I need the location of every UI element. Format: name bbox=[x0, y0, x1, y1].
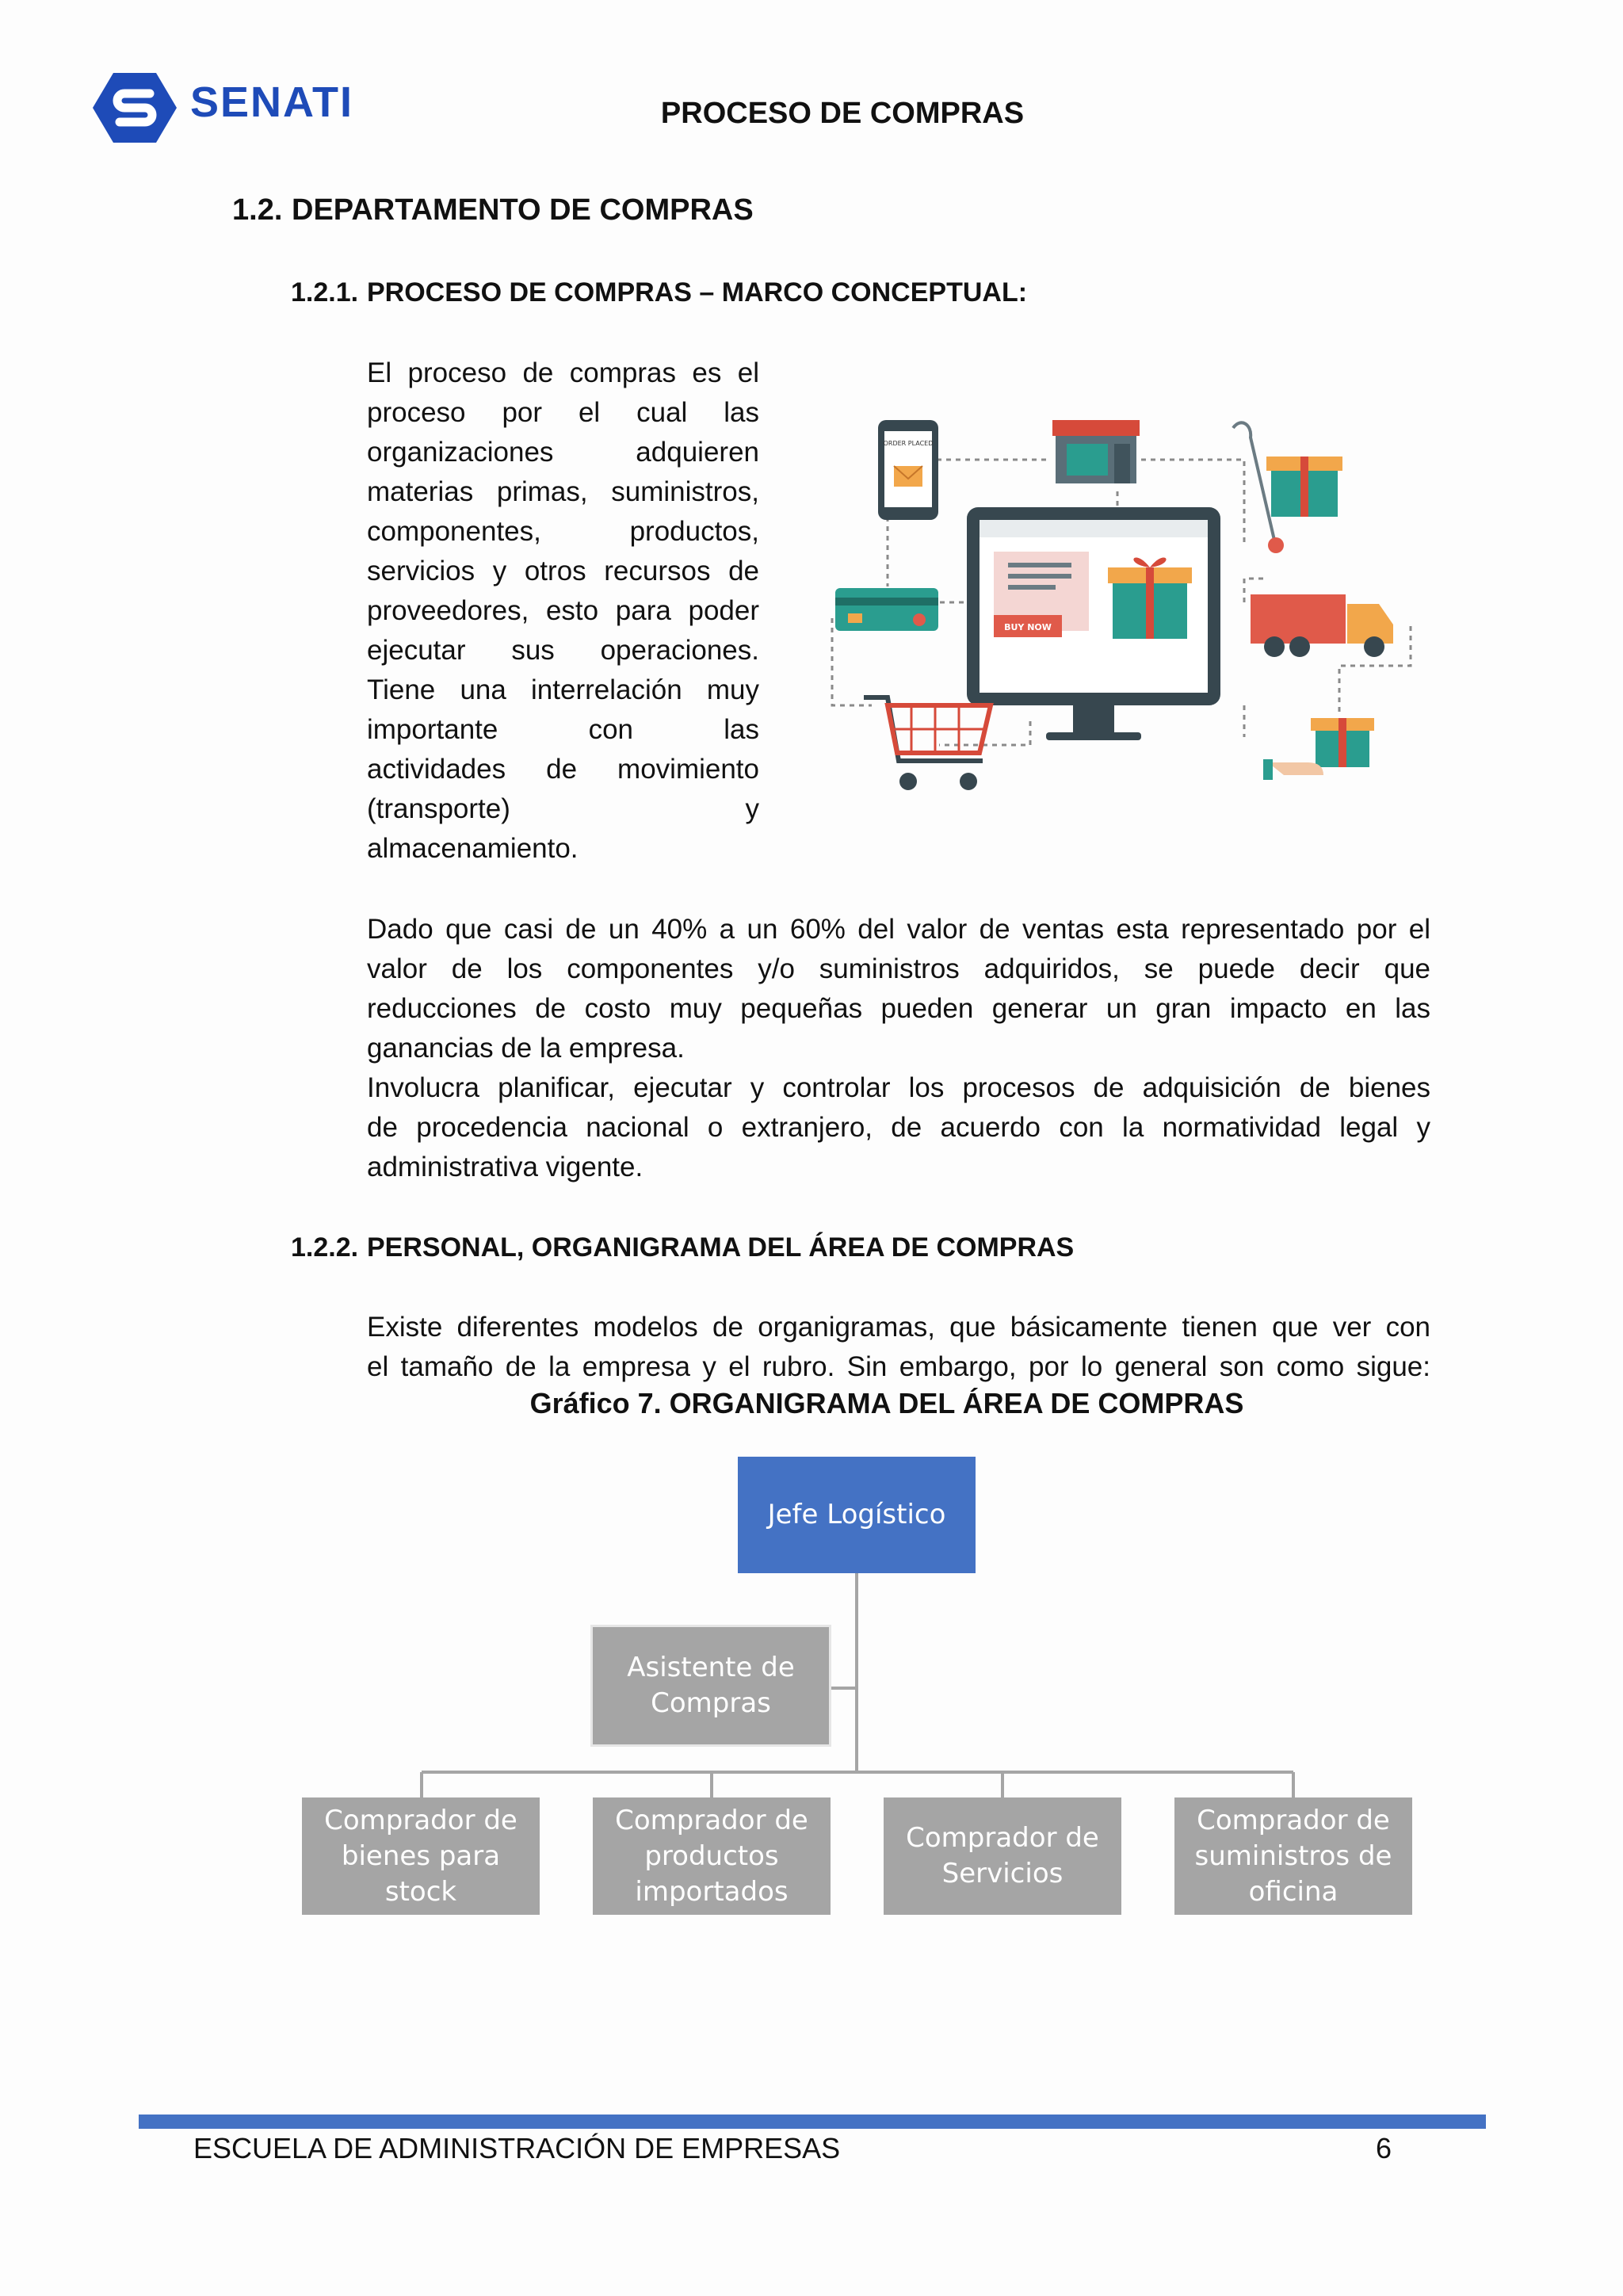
text-line: Tiene una interrelación muy bbox=[367, 674, 759, 705]
text-line: Existe diferentes modelos de organigramas, que básicamente tienen que ver con bbox=[367, 1312, 1430, 1343]
document-title: PROCESO DE COMPRAS bbox=[660, 97, 1025, 130]
text-line: administrativa vigente. bbox=[367, 1152, 643, 1182]
org-node-comprador-productos-importados bbox=[593, 1797, 831, 1915]
org-node-label-line: Comprador de bbox=[1197, 1804, 1390, 1836]
org-node-label-line: Asistente de bbox=[627, 1652, 795, 1683]
org-node-label-line: importados bbox=[635, 1875, 789, 1908]
org-node-label-line: Comprador de bbox=[615, 1804, 808, 1836]
footer-bar bbox=[139, 2115, 1486, 2129]
footer-school-name: ESCUELA DE ADMINISTRACIÓN DE EMPRESAS bbox=[193, 2132, 841, 2164]
text-line: materias primas, suministros, bbox=[367, 476, 759, 507]
subsection-title: PROCESO DE COMPRAS – MARCO CONCEPTUAL: bbox=[367, 277, 1028, 308]
org-node-label: Jefe Logístico bbox=[767, 1499, 946, 1530]
figure-caption: Gráfico 7. ORGANIGRAMA DEL ÁREA DE COMPRAS bbox=[529, 1387, 1244, 1419]
org-node-comprador-suministros-oficina bbox=[1174, 1797, 1412, 1915]
subsection-title: PERSONAL, ORGANIGRAMA DEL ÁREA DE COMPRAS bbox=[367, 1232, 1075, 1263]
section-title: DEPARTAMENTO DE COMPRAS bbox=[292, 193, 754, 227]
org-node-label-line: bienes para stock bbox=[341, 1839, 501, 1908]
text-line: valor de los componentes y/o suministros adquiridos, se puede decir que bbox=[367, 953, 1430, 984]
page-number: 6 bbox=[1376, 2132, 1392, 2164]
text-line: Involucra planificar, ejecutar y controlar los procesos de adquisición de bienes bbox=[367, 1072, 1430, 1103]
org-node-label-line: Comprador de bbox=[324, 1804, 517, 1836]
text-line: proveedores, esto para poder bbox=[367, 595, 759, 626]
org-node-label-line: oficina bbox=[1248, 1875, 1338, 1908]
org-node-comprador-servicios bbox=[884, 1797, 1121, 1915]
text-line: reducciones de costo muy pequeñas pueden generar un gran impacto en las bbox=[367, 993, 1430, 1024]
text-line: almacenamiento. bbox=[367, 833, 579, 864]
org-node-label-line: productos bbox=[644, 1839, 779, 1872]
org-node-comprador-bienes-stock bbox=[302, 1797, 540, 1915]
org-node-label-line: Servicios bbox=[941, 1858, 1064, 1889]
text-line: Dado que casi de un 40% a un 60% del valor de ventas esta representado por el bbox=[367, 914, 1430, 945]
text-line: El proceso de compras es el bbox=[367, 357, 759, 388]
text-line: de procedencia nacional o extranjero, de acuerdo con la normatividad legal y bbox=[367, 1112, 1430, 1143]
text-line: ganancias de la empresa. bbox=[367, 1033, 685, 1064]
subsection-number: 1.2.2. bbox=[291, 1232, 359, 1263]
logo-text: SENATI bbox=[190, 78, 354, 126]
section-number: 1.2. bbox=[232, 193, 283, 227]
text-line: componentes, productos, bbox=[367, 516, 759, 547]
org-node-jefe-logistico bbox=[738, 1457, 976, 1573]
order-placed-label: ORDER PLACED bbox=[883, 440, 934, 447]
org-node-label-line: suministros de bbox=[1194, 1839, 1392, 1872]
subsection-number: 1.2.1. bbox=[291, 277, 359, 308]
org-node-asistente-compras bbox=[590, 1625, 831, 1747]
text-line: servicios y otros recursos de bbox=[367, 556, 759, 586]
text-line: importante con las bbox=[367, 714, 759, 745]
text-line: el tamaño de la empresa y el rubro. Sin embargo, por lo general son como sigue: bbox=[367, 1351, 1430, 1382]
text-line: (transporte) y bbox=[367, 793, 759, 824]
org-node-label-line: Comprador de bbox=[906, 1822, 1099, 1854]
text-line: ejecutar sus operaciones. bbox=[367, 635, 759, 666]
text-line: organizaciones adquieren bbox=[367, 437, 759, 468]
org-node-label-line: Compras bbox=[651, 1687, 771, 1719]
text-line: proceso por el cual las bbox=[367, 397, 759, 428]
buy-now-label: BUY NOW bbox=[1004, 622, 1052, 632]
text-line: actividades de movimiento bbox=[367, 754, 759, 785]
